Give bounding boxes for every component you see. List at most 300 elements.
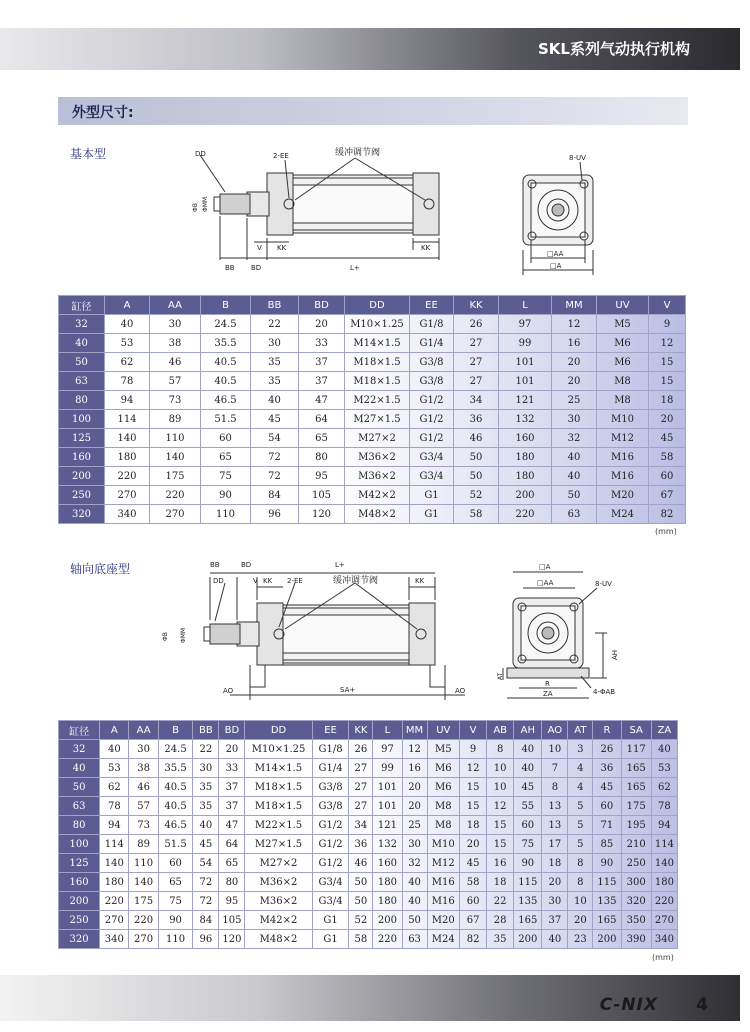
- table-cell: 101: [499, 372, 552, 391]
- table-cell: 12: [402, 740, 427, 759]
- bore-cell: 250: [59, 486, 105, 505]
- table-cell: 82: [649, 505, 686, 524]
- table-cell: 60: [158, 854, 193, 873]
- table-cell: 110: [150, 429, 201, 448]
- table-cell: M24: [597, 505, 649, 524]
- za-label: ZA: [543, 690, 553, 698]
- table-cell: 180: [499, 448, 552, 467]
- table-cell: M42×2: [345, 486, 410, 505]
- table-cell: 20: [552, 353, 597, 372]
- table-cell: 78: [100, 797, 129, 816]
- table-cell: 9: [460, 740, 487, 759]
- table-row: [59, 334, 686, 353]
- table-cell: 270: [129, 930, 158, 949]
- table-cell: 20: [402, 797, 427, 816]
- table-cell: 220: [499, 505, 552, 524]
- table-cell: 7: [542, 759, 568, 778]
- a-label: □A: [539, 563, 551, 571]
- table-cell: 12: [552, 315, 597, 334]
- table-cell: 67: [649, 486, 686, 505]
- table-cell: 33: [299, 334, 345, 353]
- axial-type-title: 轴向底座型: [70, 562, 131, 576]
- table-cell: 30: [552, 410, 597, 429]
- table-cell: 53: [651, 759, 677, 778]
- table-row: [59, 873, 678, 892]
- column-header: 缸径: [59, 721, 100, 740]
- table-cell: 40.5: [201, 353, 251, 372]
- table-cell: 36: [593, 759, 621, 778]
- table-cell: M27×2: [245, 854, 312, 873]
- table-cell: 10: [487, 759, 514, 778]
- table-cell: 13: [542, 797, 568, 816]
- table-cell: G1: [410, 486, 454, 505]
- table-cell: 37: [299, 353, 345, 372]
- table-cell: 57: [150, 372, 201, 391]
- bore-cell: 160: [59, 448, 105, 467]
- table-cell: 60: [460, 892, 487, 911]
- column-header: ZA: [651, 721, 677, 740]
- table-cell: 73: [150, 391, 201, 410]
- table-cell: 40.5: [158, 778, 193, 797]
- basic-unit-label: (mm): [655, 527, 677, 536]
- table-cell: 62: [651, 778, 677, 797]
- table-cell: 20: [552, 372, 597, 391]
- table-cell: 320: [621, 892, 651, 911]
- table-cell: 50: [454, 448, 499, 467]
- table-row: [59, 740, 678, 759]
- table-cell: M6: [427, 778, 460, 797]
- table-cell: 46.5: [201, 391, 251, 410]
- table-row: [59, 410, 686, 429]
- table-cell: 114: [105, 410, 150, 429]
- table-cell: M42×2: [245, 911, 312, 930]
- table-cell: 64: [299, 410, 345, 429]
- table-cell: 140: [100, 854, 129, 873]
- column-header: L: [499, 296, 552, 315]
- table-cell: 50: [349, 892, 373, 911]
- ee-label: 2-EE: [287, 577, 303, 585]
- table-cell: 8: [487, 740, 514, 759]
- table-cell: 40: [542, 930, 568, 949]
- table-cell: 94: [105, 391, 150, 410]
- table-cell: 40: [105, 315, 150, 334]
- table-cell: M10×1.25: [345, 315, 410, 334]
- table-cell: 35: [251, 372, 299, 391]
- table-cell: 180: [100, 873, 129, 892]
- table-cell: 270: [651, 911, 677, 930]
- column-header: A: [100, 721, 129, 740]
- table-row: [59, 816, 678, 835]
- table-cell: 270: [100, 911, 129, 930]
- table-cell: 20: [402, 778, 427, 797]
- axial-end-diagram: [495, 560, 635, 705]
- table-cell: M10: [597, 410, 649, 429]
- table-cell: 10: [542, 740, 568, 759]
- basic-dimensions-table: [58, 295, 686, 524]
- table-cell: 72: [193, 873, 219, 892]
- table-cell: 28: [487, 911, 514, 930]
- table-cell: M36×2: [245, 873, 312, 892]
- table-cell: 101: [373, 797, 402, 816]
- table-cell: 97: [373, 740, 402, 759]
- column-header: DD: [345, 296, 410, 315]
- table-cell: 165: [514, 911, 542, 930]
- table-cell: 80: [299, 448, 345, 467]
- saplus-label: SA+: [340, 686, 356, 694]
- table-row: [59, 467, 686, 486]
- table-cell: 75: [201, 467, 251, 486]
- bore-cell: 125: [59, 854, 100, 873]
- table-cell: 22: [487, 892, 514, 911]
- basic-side-diagram: [185, 140, 465, 275]
- table-cell: 45: [460, 854, 487, 873]
- table-cell: 51.5: [158, 835, 193, 854]
- table-cell: 20: [568, 911, 593, 930]
- table-cell: 84: [251, 486, 299, 505]
- table-cell: M5: [427, 740, 460, 759]
- table-cell: M8: [597, 391, 649, 410]
- table-cell: 80: [219, 873, 245, 892]
- table-cell: 40: [514, 740, 542, 759]
- bd-label: BD: [241, 561, 252, 569]
- table-cell: 90: [593, 854, 621, 873]
- bore-cell: 40: [59, 759, 100, 778]
- table-cell: 135: [514, 892, 542, 911]
- kk-label: KK: [277, 244, 287, 252]
- table-cell: 38: [129, 759, 158, 778]
- table-cell: 15: [649, 372, 686, 391]
- table-row: [59, 835, 678, 854]
- table-cell: 132: [499, 410, 552, 429]
- table-cell: M16: [597, 448, 649, 467]
- table-cell: 85: [593, 835, 621, 854]
- table-row: [59, 930, 678, 949]
- table-cell: 82: [460, 930, 487, 949]
- table-cell: M22×1.5: [245, 816, 312, 835]
- table-cell: 9: [649, 315, 686, 334]
- table-cell: 180: [373, 873, 402, 892]
- table-cell: 390: [621, 930, 651, 949]
- table-cell: M12: [597, 429, 649, 448]
- column-header: AO: [542, 721, 568, 740]
- table-cell: M8: [427, 816, 460, 835]
- bore-cell: 32: [59, 315, 105, 334]
- table-cell: 30: [150, 315, 201, 334]
- bore-cell: 100: [59, 835, 100, 854]
- table-cell: M27×1.5: [245, 835, 312, 854]
- column-header: AA: [129, 721, 158, 740]
- table-cell: 22: [251, 315, 299, 334]
- table-cell: G1: [312, 930, 349, 949]
- table-cell: 65: [219, 854, 245, 873]
- table-cell: 60: [514, 816, 542, 835]
- table-cell: 5: [568, 797, 593, 816]
- column-header: 缸径: [59, 296, 105, 315]
- table-cell: 37: [219, 797, 245, 816]
- table-cell: 58: [460, 873, 487, 892]
- column-header: BD: [299, 296, 345, 315]
- table-cell: 270: [105, 486, 150, 505]
- table-cell: 4: [568, 759, 593, 778]
- table-cell: 115: [514, 873, 542, 892]
- table-cell: 20: [649, 410, 686, 429]
- column-header: V: [649, 296, 686, 315]
- column-header: AH: [514, 721, 542, 740]
- table-cell: 52: [454, 486, 499, 505]
- table-header-row: [59, 721, 678, 740]
- table-cell: 40: [100, 740, 129, 759]
- table-cell: 51.5: [201, 410, 251, 429]
- table-row: [59, 372, 686, 391]
- table-row: [59, 778, 678, 797]
- table-cell: 71: [593, 816, 621, 835]
- table-cell: 121: [373, 816, 402, 835]
- bore-cell: 32: [59, 740, 100, 759]
- column-header: EE: [410, 296, 454, 315]
- table-cell: 20: [460, 835, 487, 854]
- table-cell: M6: [597, 353, 649, 372]
- table-cell: 95: [219, 892, 245, 911]
- bore-cell: 63: [59, 797, 100, 816]
- table-cell: G3/4: [312, 873, 349, 892]
- table-cell: 40: [651, 740, 677, 759]
- table-cell: 20: [299, 315, 345, 334]
- axial-side-diagram: [155, 555, 485, 700]
- table-cell: 96: [251, 505, 299, 524]
- table-cell: 350: [621, 911, 651, 930]
- phimm-label: ΦMM: [202, 196, 209, 212]
- table-cell: 84: [193, 911, 219, 930]
- table-cell: 175: [150, 467, 201, 486]
- table-cell: 16: [552, 334, 597, 353]
- a-label: □A: [550, 262, 562, 270]
- table-cell: 35: [487, 930, 514, 949]
- phimm-label: ΦMM: [180, 627, 187, 643]
- table-cell: 27: [454, 353, 499, 372]
- table-cell: 180: [651, 873, 677, 892]
- table-cell: M27×1.5: [345, 410, 410, 429]
- column-header: DD: [245, 721, 312, 740]
- bore-cell: 80: [59, 391, 105, 410]
- column-header: R: [593, 721, 621, 740]
- bb-label: BB: [210, 561, 220, 569]
- table-cell: 200: [593, 930, 621, 949]
- table-cell: 140: [129, 873, 158, 892]
- table-cell: 40.5: [201, 372, 251, 391]
- table-cell: 3: [568, 740, 593, 759]
- table-cell: 180: [105, 448, 150, 467]
- table-row: [59, 486, 686, 505]
- table-row: [59, 353, 686, 372]
- column-header: B: [158, 721, 193, 740]
- table-cell: 15: [460, 778, 487, 797]
- table-cell: 30: [129, 740, 158, 759]
- table-cell: M5: [597, 315, 649, 334]
- table-cell: 78: [651, 797, 677, 816]
- table-cell: 17: [542, 835, 568, 854]
- table-cell: 45: [593, 778, 621, 797]
- table-row: [59, 391, 686, 410]
- table-cell: 18: [460, 816, 487, 835]
- table-cell: 175: [129, 892, 158, 911]
- table-cell: G1/2: [410, 391, 454, 410]
- v-label: V: [253, 577, 258, 585]
- table-cell: M22×1.5: [345, 391, 410, 410]
- table-cell: 220: [651, 892, 677, 911]
- header-bar: [0, 28, 740, 70]
- table-row: [59, 759, 678, 778]
- table-cell: 34: [349, 816, 373, 835]
- table-cell: 89: [150, 410, 201, 429]
- table-cell: 53: [105, 334, 150, 353]
- table-cell: M8: [427, 797, 460, 816]
- kk2-label: KK: [415, 577, 425, 585]
- table-cell: 90: [514, 854, 542, 873]
- table-cell: 60: [201, 429, 251, 448]
- table-cell: 115: [593, 873, 621, 892]
- table-cell: 36: [454, 410, 499, 429]
- cushion-label: 缓冲调节阀: [335, 148, 381, 158]
- table-cell: 195: [621, 816, 651, 835]
- table-cell: 45: [514, 778, 542, 797]
- table-cell: 165: [593, 911, 621, 930]
- table-cell: M10×1.25: [245, 740, 312, 759]
- table-cell: 94: [100, 816, 129, 835]
- table-cell: G1/2: [312, 816, 349, 835]
- table-cell: 54: [193, 854, 219, 873]
- table-cell: 89: [129, 835, 158, 854]
- table-cell: 250: [621, 854, 651, 873]
- table-cell: 57: [129, 797, 158, 816]
- table-cell: 8: [568, 854, 593, 873]
- table-cell: 52: [349, 911, 373, 930]
- bore-cell: 320: [59, 505, 105, 524]
- table-header-row: [59, 296, 686, 315]
- ee-label: 2-EE: [273, 152, 289, 160]
- table-cell: M27×2: [345, 429, 410, 448]
- lplus-label: L+: [350, 264, 360, 272]
- table-cell: 35: [251, 353, 299, 372]
- uv-label: 8-UV: [569, 154, 586, 162]
- table-cell: 97: [499, 315, 552, 334]
- page-title: SKL系列气动执行机构: [538, 40, 690, 58]
- bore-cell: 80: [59, 816, 100, 835]
- table-cell: M18×1.5: [345, 353, 410, 372]
- table-cell: 58: [349, 930, 373, 949]
- table-cell: 300: [621, 873, 651, 892]
- ao2-label: AO: [455, 687, 466, 695]
- table-cell: 40: [552, 448, 597, 467]
- column-header: AT: [568, 721, 593, 740]
- table-cell: 67: [460, 911, 487, 930]
- table-cell: 105: [219, 911, 245, 930]
- table-cell: 45: [649, 429, 686, 448]
- table-cell: 37: [542, 911, 568, 930]
- table-row: [59, 505, 686, 524]
- table-cell: M14×1.5: [345, 334, 410, 353]
- table-cell: 64: [219, 835, 245, 854]
- table-cell: 165: [621, 759, 651, 778]
- table-cell: 120: [219, 930, 245, 949]
- table-cell: 40: [552, 467, 597, 486]
- table-cell: 46: [349, 854, 373, 873]
- table-cell: G3/4: [410, 467, 454, 486]
- column-header: BB: [193, 721, 219, 740]
- table-cell: M16: [427, 892, 460, 911]
- table-row: [59, 429, 686, 448]
- bb-label: BB: [225, 264, 235, 272]
- kk2-label: KK: [421, 244, 431, 252]
- table-cell: G3/8: [312, 778, 349, 797]
- table-row: [59, 854, 678, 873]
- table-cell: 340: [100, 930, 129, 949]
- ao-label: AO: [223, 687, 234, 695]
- table-cell: 200: [499, 486, 552, 505]
- table-cell: 46.5: [158, 816, 193, 835]
- table-cell: M12: [427, 854, 460, 873]
- table-cell: 18: [542, 854, 568, 873]
- table-cell: 30: [251, 334, 299, 353]
- table-cell: 45: [251, 410, 299, 429]
- table-cell: G1/4: [312, 759, 349, 778]
- table-cell: G1/8: [410, 315, 454, 334]
- table-cell: 132: [373, 835, 402, 854]
- table-cell: 36: [349, 835, 373, 854]
- table-cell: 160: [499, 429, 552, 448]
- table-cell: 46: [454, 429, 499, 448]
- table-cell: 35.5: [158, 759, 193, 778]
- table-cell: 40.5: [158, 797, 193, 816]
- table-cell: G1: [312, 911, 349, 930]
- v-label: V: [257, 244, 262, 252]
- column-header: AB: [487, 721, 514, 740]
- bore-cell: 200: [59, 467, 105, 486]
- bore-cell: 40: [59, 334, 105, 353]
- table-cell: 15: [487, 835, 514, 854]
- table-cell: 25: [552, 391, 597, 410]
- table-cell: M36×2: [345, 467, 410, 486]
- table-cell: 78: [105, 372, 150, 391]
- table-cell: 27: [454, 372, 499, 391]
- table-cell: 40: [402, 873, 427, 892]
- table-cell: M6: [597, 334, 649, 353]
- bore-cell: 320: [59, 930, 100, 949]
- table-cell: 53: [100, 759, 129, 778]
- table-cell: 50: [552, 486, 597, 505]
- r-label: R: [545, 680, 550, 688]
- table-cell: 30: [402, 835, 427, 854]
- table-cell: M16: [427, 873, 460, 892]
- table-row: [59, 892, 678, 911]
- bore-cell: 63: [59, 372, 105, 391]
- table-cell: G1/2: [312, 835, 349, 854]
- table-cell: G1/4: [410, 334, 454, 353]
- bore-cell: 50: [59, 353, 105, 372]
- table-row: [59, 448, 686, 467]
- column-header: BD: [219, 721, 245, 740]
- table-cell: 40: [251, 391, 299, 410]
- column-header: A: [105, 296, 150, 315]
- dd-label: DD: [195, 150, 206, 158]
- table-cell: M48×2: [345, 505, 410, 524]
- table-cell: 13: [542, 816, 568, 835]
- table-cell: 220: [129, 911, 158, 930]
- table-cell: 5: [568, 835, 593, 854]
- table-cell: 90: [158, 911, 193, 930]
- table-cell: 35: [193, 797, 219, 816]
- table-cell: 101: [499, 353, 552, 372]
- table-cell: 18: [649, 391, 686, 410]
